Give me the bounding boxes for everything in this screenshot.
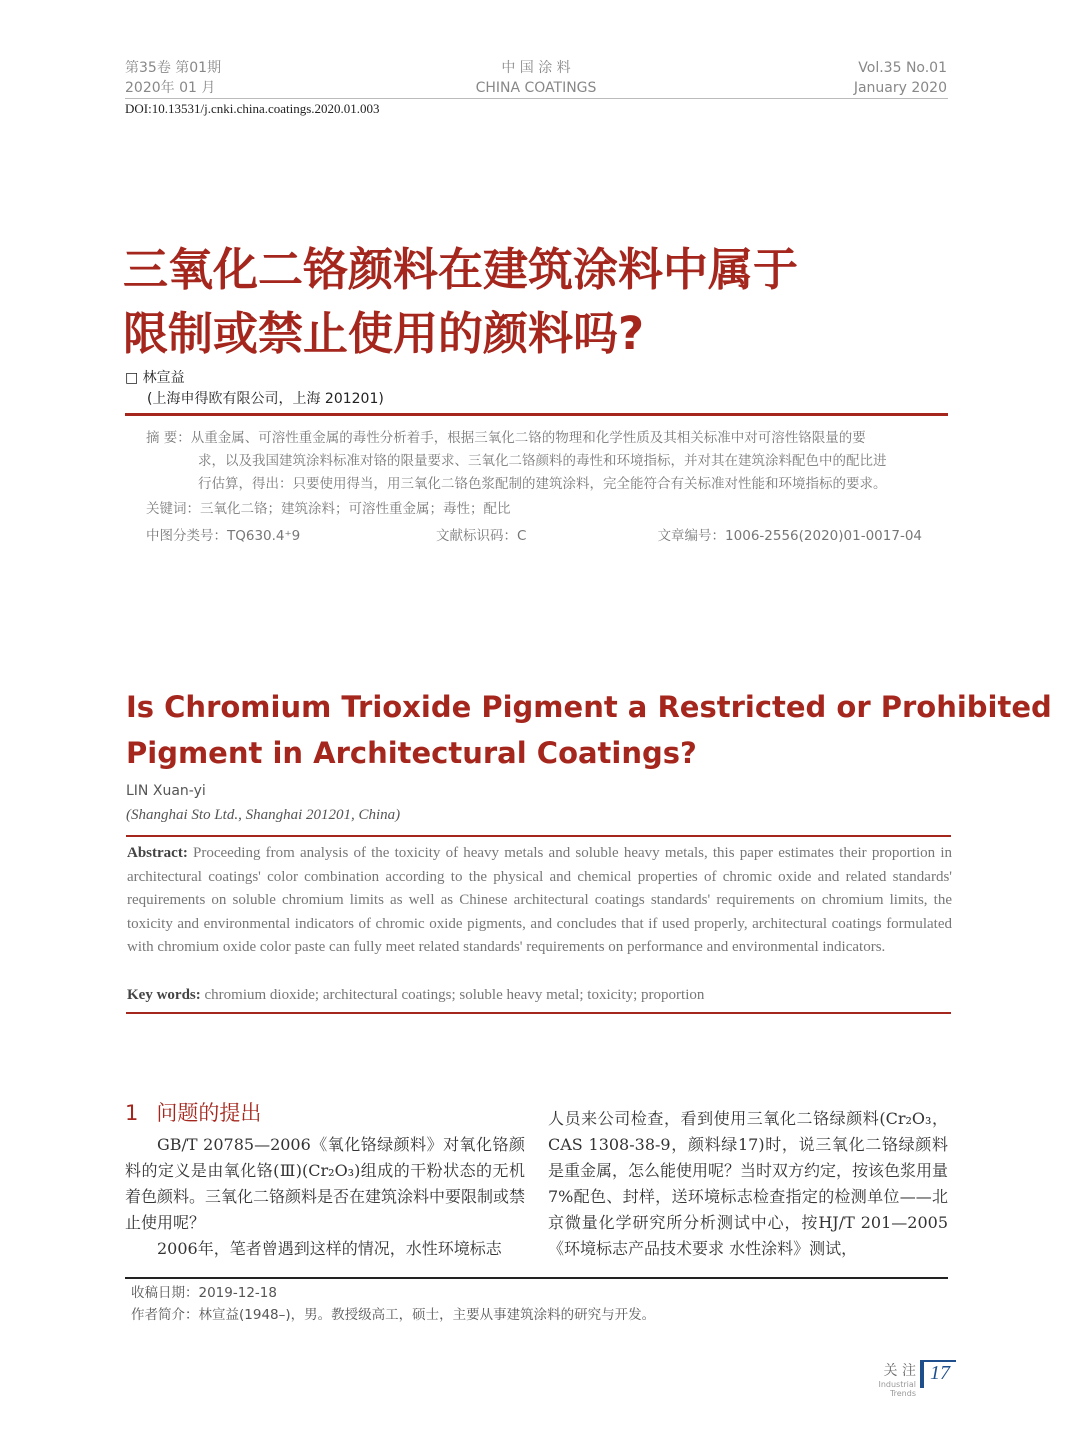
issue-date-cn: 2020年 01 月 <box>125 80 216 96</box>
title-en-line: Pigment in Architectural Coatings? <box>126 736 697 770</box>
volume-issue: 第35卷 第01期 <box>125 60 222 76</box>
abstract-label: 摘 要： <box>146 430 191 446</box>
keywords-label: Key words: <box>127 987 201 1003</box>
author-cn: □ 林宣益 <box>125 370 185 386</box>
title-en <box>126 684 1052 776</box>
document-code: 文献标识码：C <box>436 528 527 544</box>
paragraph: GB/T 20785—2006《氧化铬绿颜料》对氧化铬颜料的定义是由氧化铬(Ⅲ)(Cr₂O₃)组成的干粉状态的无机着色颜料。三氧化二铬颜料是否在建筑涂料中要限制或禁止使用呢？ <box>125 1135 526 1232</box>
footnotes <box>131 1282 655 1326</box>
footer-section <box>850 1360 916 1398</box>
page-number-box <box>920 1360 956 1388</box>
title-cn-line: 限制或禁止使用的颜料吗? <box>123 307 645 360</box>
abstract-label: Abstract: <box>127 845 188 861</box>
keywords-en <box>127 984 952 1008</box>
received-date: 收稿日期：2019-12-18 <box>131 1285 277 1301</box>
header-center <box>436 58 636 98</box>
abstract-line: 从重金属、可溶性重金属的毒性分析着手，根据三氧化二铬的物理和化学性质及其相关标准中对可溶性铬限量的要 <box>190 430 866 446</box>
footnote-divider <box>125 1277 948 1279</box>
header-divider <box>125 98 948 99</box>
abstract-cn <box>146 427 936 496</box>
journal-name-en: CHINA COATINGS <box>475 80 597 96</box>
title-en-line: Is Chromium Trioxide Pigment a Restricted or Prohibited <box>126 690 1052 724</box>
title-cn-line: 三氧化二铬颜料在建筑涂料中属于 <box>123 243 799 296</box>
abstract-line: 行估算，得出：只要使用得当，用三氧化二铬色浆配制的建筑涂料，完全能符合有关标准对性能和环境指标的要求。 <box>198 476 887 492</box>
volume-en: Vol.35 No.01 <box>858 60 947 76</box>
divider <box>126 1012 951 1014</box>
header-right <box>854 58 947 98</box>
keywords-text: chromium dioxide; architectural coatings; soluble heavy metal; toxicity; proportion <box>200 987 705 1003</box>
affiliation-en: (Shanghai Sto Ltd., Shanghai 201201, China) <box>126 807 401 823</box>
issue-date-en: January 2020 <box>853 80 947 96</box>
abstract-en <box>127 842 952 960</box>
divider <box>125 413 948 416</box>
journal-name-cn: 中 国 涂 料 <box>501 60 571 76</box>
section-number: 1 <box>125 1101 139 1125</box>
classification-number: 中图分类号：TQ630.4⁺9 <box>146 528 301 544</box>
author-bio: 作者简介：林宣益(1948–)，男。教授级高工，硕士，主要从事建筑涂料的研究与开发。 <box>131 1307 656 1323</box>
doi: DOI:10.13531/j.cnki.china.coatings.2020.01.003 <box>125 101 380 116</box>
keywords-cn: 关键词：三氧化二铬；建筑涂料；可溶性重金属；毒性；配比 <box>146 501 511 517</box>
footer-section-cn: 关 注 <box>883 1363 916 1379</box>
affiliation-cn: (上海申得欧有限公司，上海 201201) <box>147 391 384 407</box>
footer-section-en: Industrial Trends <box>878 1380 916 1398</box>
column-right: 人员来公司检查，看到使用三氧化二铬绿颜料(Cr₂O₃，CAS 1308-38-9，颜料绿17)时，说三氧化二铬绿颜料是重金属，怎么能使用呢？当时双方约定，按该色浆用量7%配色、封样，送环境标志检查指定的检测单位——北京微量化学研究所分析测试中心，按HJ/T 201—2005《环境标志产品技术要求 水性涂料》测试， <box>548 1109 949 1258</box>
column-left <box>125 1132 525 1262</box>
article-number: 文章编号：1006-2556(2020)01-0017-04 <box>657 528 922 544</box>
page-number: 17 <box>930 1362 950 1384</box>
header-left <box>125 58 221 98</box>
title-cn <box>123 238 798 366</box>
author-en: LIN Xuan-yi <box>126 783 206 799</box>
paragraph: 2006年，笔者曾遇到这样的情况，水性环境标志 <box>157 1239 502 1258</box>
section-heading <box>125 1098 261 1128</box>
abstract-line: 求，以及我国建筑涂料标准对铬的限量要求、三氧化二铬颜料的毒性和环境指标，并对其在建筑涂料配色中的配比进 <box>198 453 887 469</box>
abstract-text: Proceeding from analysis of the toxicity of heavy metals and soluble heavy metals, this paper estimates their proportion in architectural coatings' color combination according to the physical and chemical properties of chromic oxide and related standards' requirements on soluble chromium limits as well as Chinese architectural coatings standards' requirements on chromium limits, the toxicity and environmental indicators of chromic oxide pigments, and concludes that if used properly, architectural coatings formulated with chromium oxide color paste can fully meet related standards' requirements on performance and environmental indicators. <box>127 845 952 956</box>
section-title: 问题的提出 <box>156 1101 262 1125</box>
divider <box>126 835 951 837</box>
